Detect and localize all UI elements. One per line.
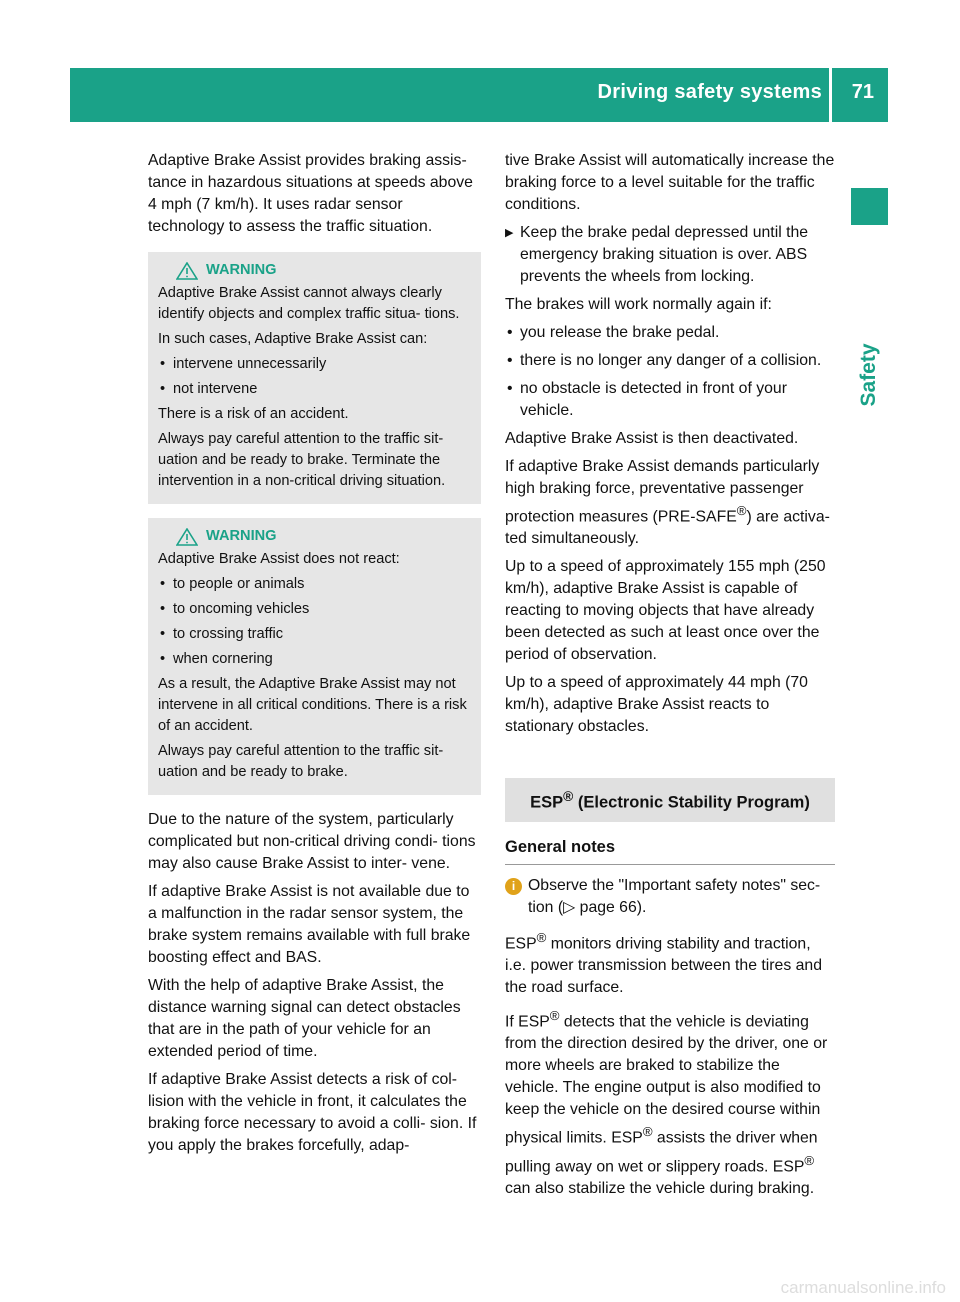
right-column — [505, 150, 835, 1206]
registered-mark: ® — [642, 1124, 653, 1140]
list-item: • there is no longer any danger of a collision. — [505, 350, 835, 372]
body-paragraph: If adaptive Brake Assist detects a risk of col- lision with the vehicle in front, it calculates the braking force necessary to avoid a colli- sion. If you apply the brakes forcefully, adap- — [148, 1071, 477, 1154]
list-item: • not intervene — [158, 379, 471, 400]
list-item: • to people or animals — [158, 574, 471, 595]
warning-text: There is a risk of an accident. — [158, 406, 349, 422]
body-paragraph: Adaptive Brake Assist is then deactivated. — [505, 430, 799, 447]
text-span: If ESP — [505, 1013, 550, 1031]
instruction-step — [505, 222, 835, 288]
warning-header — [158, 526, 471, 547]
body-paragraph: The brakes will work normally again if: — [505, 296, 772, 313]
step-text: Keep the brake pedal depressed until the emergency braking situation is over. ABS prevents the wheels from locking. — [520, 224, 809, 285]
warning-text: As a result, the Adaptive Brake Assist may not intervene in all critical conditions. There is a risk of an accident. — [158, 676, 467, 734]
list-item: • no obstacle is detected in front of your vehicle. — [505, 378, 835, 422]
list-item: • to crossing traffic — [158, 624, 471, 645]
bullet-list — [505, 322, 835, 422]
watermark: carmanualsonline.info — [780, 1278, 946, 1297]
intro-paragraph: Adaptive Brake Assist provides braking assis- tance in hazardous situations at speeds above 4 mph (7 km/h). It uses radar sensor technology to assess the traffic situation. — [148, 152, 473, 235]
warning-text: In such cases, Adaptive Brake Assist can: — [158, 331, 428, 347]
registered-mark: ® — [536, 929, 547, 945]
page-header — [70, 68, 888, 122]
side-tab-label — [847, 320, 891, 430]
list-item: • when cornering — [158, 649, 471, 670]
info-icon: i — [505, 878, 522, 895]
text-span: (Electronic Stability Program) — [573, 793, 810, 812]
text-span: ESP — [530, 793, 564, 812]
text-span: If adaptive Brake Assist demands particularly high braking force, preventative passenger protection measures (PRE-SAFE — [505, 458, 820, 526]
body-paragraph — [505, 927, 835, 999]
registered-mark: ® — [549, 1008, 560, 1024]
body-paragraph: If adaptive Brake Assist is not available due to a malfunction in the radar sensor system, the brake system remains available with full brake boosting effect and BAS. — [148, 883, 471, 966]
warning-title: WARNING — [206, 262, 277, 278]
body-paragraph — [505, 1005, 835, 1200]
body-paragraph — [505, 456, 835, 550]
list-item: • intervene unnecessarily — [158, 354, 471, 375]
list-item: • to oncoming vehicles — [158, 599, 471, 620]
side-label-text: Safety — [857, 343, 880, 407]
left-column — [148, 150, 481, 1163]
warning-triangle-icon — [176, 528, 198, 546]
warning-text: Always pay careful attention to the traffic sit- uation and be ready to brake. Terminate the intervention in a non-critical driving situation. — [158, 431, 446, 489]
text-span: can also stabilize the vehicle during braking. — [505, 1179, 815, 1197]
text-span: ESP — [505, 935, 537, 953]
warning-triangle-icon — [176, 262, 198, 280]
registered-mark: ® — [804, 1152, 815, 1168]
header-divider — [829, 68, 832, 122]
info-note — [505, 875, 835, 919]
text-span: detects that the vehicle is deviating from the direction desired by the driver, one or more wheels are braked to stabilize the vehicle. The engine output is also modified to keep the vehicle on the desired course within physical limits. ESP — [505, 1013, 828, 1147]
body-paragraph: tive Brake Assist will automatically increase the braking force to a level suitable for the traffic conditions. — [505, 152, 835, 213]
warning-box-2 — [148, 518, 481, 795]
warning-text: Always pay careful attention to the traffic sit- uation and be ready to brake. — [158, 743, 444, 780]
step-arrow-icon: ▶ — [505, 227, 514, 239]
body-paragraph: With the help of adaptive Brake Assist, the distance warning signal can detect obstacles that are in the path of your vehicle for an extended period of time. — [148, 977, 461, 1060]
warning-text: Adaptive Brake Assist cannot always clearly identify objects and complex traffic situa- tions. — [158, 285, 460, 322]
registered-mark: ® — [563, 789, 574, 805]
warning-bullet-list — [158, 354, 471, 400]
warning-header — [158, 260, 471, 281]
body-paragraph: Up to a speed of approximately 44 mph (70 km/h), adaptive Brake Assist reacts to stationary obstacles. — [505, 674, 808, 736]
body-paragraph: Up to a speed of approximately 155 mph (250 km/h), adaptive Brake Assist is capable of reacting to moving objects that have already been detected as such at least once over the period of observation. — [505, 558, 826, 664]
text-span: monitors driving stability and traction, i.e. power transmission between the tires and the road surface. — [505, 935, 822, 997]
text-span: ) are activa- ted simultaneously. — [505, 508, 830, 548]
body-paragraph: Due to the nature of the system, particularly complicated but non-critical driving condi- tions may also cause Brake Assist to inter- vene. — [148, 811, 476, 872]
warning-title: WARNING — [206, 528, 277, 544]
text-span: assists the driver when pulling away on wet or slippery roads. ESP — [505, 1129, 818, 1175]
list-item: • you release the brake pedal. — [505, 322, 835, 344]
info-text: Observe the "Important safety notes" sec- tion (▷ page 66). — [528, 876, 821, 916]
warning-text: Adaptive Brake Assist does not react: — [158, 551, 400, 567]
registered-mark: ® — [736, 503, 747, 518]
warning-bullet-list — [158, 574, 471, 670]
section-heading — [505, 778, 835, 822]
side-tab-marker — [851, 188, 888, 225]
subheading: General notes — [505, 836, 835, 865]
page-number: 71 — [851, 81, 874, 103]
header-title: Driving safety systems — [597, 81, 822, 103]
warning-box-1 — [148, 252, 481, 504]
